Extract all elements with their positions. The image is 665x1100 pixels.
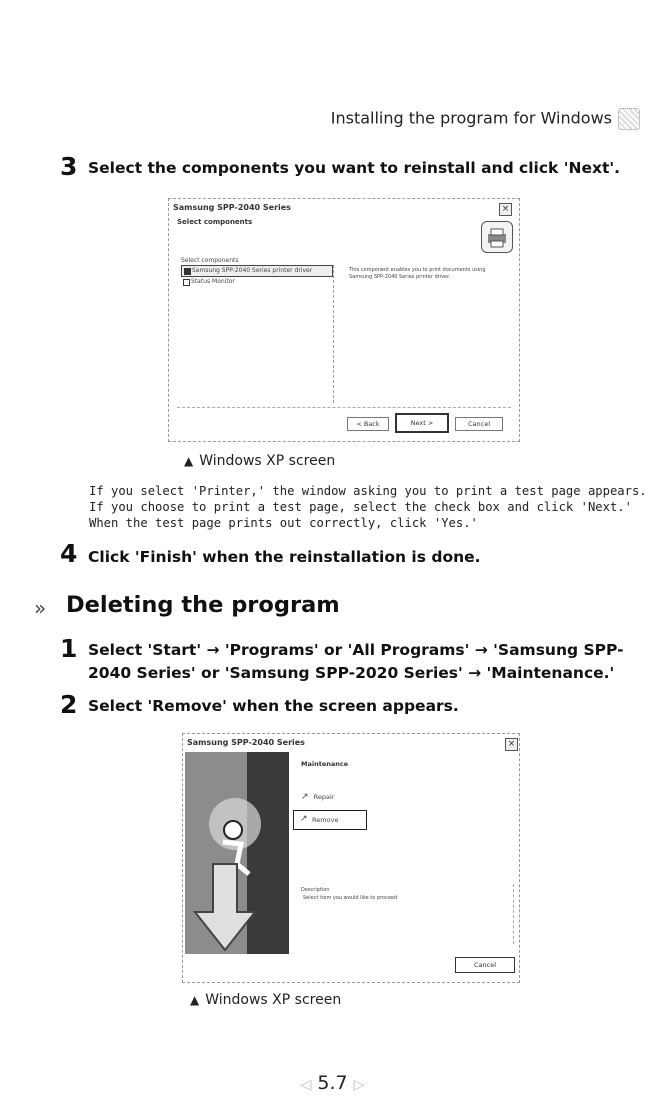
repair-icon: ↗ xyxy=(301,792,309,802)
caption-2 xyxy=(190,992,341,1008)
caption-text: Windows XP screen xyxy=(199,453,336,469)
page-footer xyxy=(0,1072,665,1094)
delete-step-1-line-1: Select 'Start' → 'Programs' or 'All Programs' → 'Samsung SPP- xyxy=(88,641,624,659)
instructions-paragraph xyxy=(89,483,647,531)
step-3-text: Select the components you want to reinstall and click 'Next'. xyxy=(88,159,621,177)
maintenance-heading: Maintenance xyxy=(301,760,349,768)
delete-step-2-number: 2 xyxy=(60,690,78,719)
paragraph-line: If you select 'Printer,' the window asking you to print a test page appears. xyxy=(89,484,647,498)
section-title: Deleting the program xyxy=(66,592,340,618)
step-4-number: 4 xyxy=(60,539,78,568)
list-item[interactable] xyxy=(181,277,331,287)
paragraph-line: If you choose to print a test page, select the check box and click 'Next.' xyxy=(89,500,632,514)
remove-icon: ↗ xyxy=(300,814,308,824)
maintenance-dialog xyxy=(182,733,520,983)
delete-step-1-line-2: 2040 Series' or 'Samsung SPP-2020 Series' → 'Maintenance.' xyxy=(88,664,615,682)
back-button[interactable]: < Back xyxy=(347,417,389,431)
list-item-label: Samsung SPP-2040 Series printer driver xyxy=(192,267,313,274)
cancel-button[interactable]: Cancel xyxy=(455,957,515,973)
dialog-heading: Select components xyxy=(177,218,253,226)
triangle-icon: ▲ xyxy=(190,993,200,1007)
remove-label: Remove xyxy=(312,816,339,824)
close-icon[interactable]: × xyxy=(505,738,518,751)
page-number: 5.7 xyxy=(317,1072,348,1094)
caption-1 xyxy=(184,453,335,469)
select-components-dialog xyxy=(168,198,520,442)
close-icon[interactable]: × xyxy=(499,203,512,216)
next-button[interactable]: Next > xyxy=(395,413,449,433)
cancel-button[interactable]: Cancel xyxy=(455,417,503,431)
delete-step-2-text: Select 'Remove' when the screen appears. xyxy=(88,697,459,715)
right-decoration-icon: ▷ xyxy=(353,1077,365,1093)
section-arrows-icon: » xyxy=(34,596,47,620)
divider xyxy=(513,884,514,944)
components-list-label: Select components xyxy=(181,257,239,264)
step-4-text: Click 'Finish' when the reinstallation is done. xyxy=(88,548,481,566)
list-item[interactable] xyxy=(181,265,333,277)
page-header xyxy=(0,108,640,130)
checkbox[interactable] xyxy=(184,268,191,275)
repair-label: Repair xyxy=(313,793,335,801)
description-text: Select item you would like to proceed xyxy=(303,895,398,901)
description-label: Description xyxy=(301,887,330,893)
header-title: Installing the program for Windows xyxy=(330,108,612,128)
left-decoration-icon: ◁ xyxy=(300,1077,312,1093)
step-3-number: 3 xyxy=(60,152,78,181)
dialog-title: Samsung SPP-2040 Series xyxy=(173,203,291,212)
checkbox[interactable] xyxy=(183,279,190,286)
triangle-icon: ▲ xyxy=(184,454,194,468)
setup-graphic xyxy=(185,752,289,954)
repair-option[interactable] xyxy=(301,784,334,803)
divider xyxy=(177,407,511,408)
delete-step-1-number: 1 xyxy=(60,634,78,663)
monitor-icon xyxy=(618,108,640,130)
components-list xyxy=(181,265,334,403)
caption-text: Windows XP screen xyxy=(205,992,342,1008)
dialog-title: Samsung SPP-2040 Series xyxy=(187,738,305,747)
printer-icon xyxy=(481,221,513,253)
paragraph-line: When the test page prints out correctly, click 'Yes.' xyxy=(89,516,478,530)
list-item-label: Status Monitor xyxy=(191,278,235,285)
component-description: This component enables you to print documents using Samsung SPP-2040 Series printer driver. xyxy=(349,267,486,280)
remove-option[interactable] xyxy=(293,810,367,830)
